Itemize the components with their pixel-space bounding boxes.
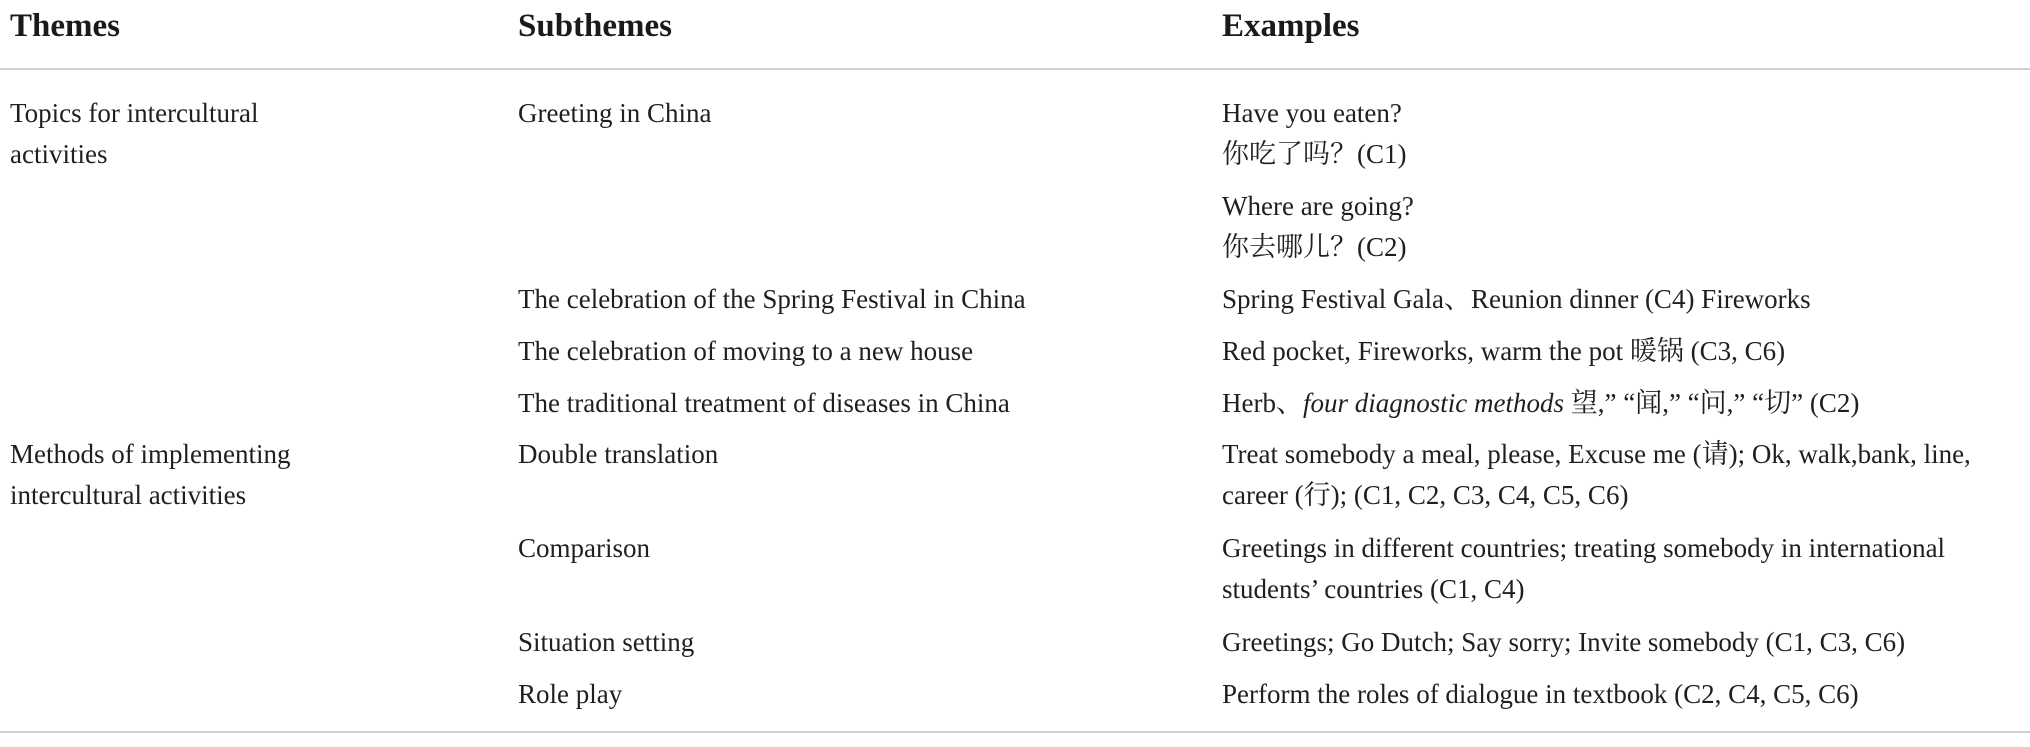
subtheme-new-house: The celebration of moving to a new house <box>518 336 974 366</box>
subtheme-spring-festival: The celebration of the Spring Festival in China <box>518 284 1026 314</box>
theme-line: intercultural activities <box>10 480 247 510</box>
example-line: students’ countries (C1, C4) <box>1222 574 1525 604</box>
theme-methods <box>10 434 290 516</box>
bottom-rule <box>0 731 2030 733</box>
subtheme-role-play: Role play <box>518 679 623 709</box>
subtheme-traditional-treatment: The traditional treatment of diseases in China <box>518 388 1010 418</box>
example-traditional-treatment <box>1222 383 1859 424</box>
example-line: Greetings in different countries; treating somebody in international <box>1222 533 1946 563</box>
subtheme-double-translation: Double translation <box>518 439 719 469</box>
table-header <box>0 0 2030 70</box>
header-subthemes: Subthemes <box>518 8 673 44</box>
example-line: 你去哪儿？(C2) <box>1222 232 1407 262</box>
theme-line: Methods of implementing <box>10 439 291 469</box>
subtheme-comparison: Comparison <box>518 533 650 563</box>
example-line: Red pocket, Fireworks, warm the pot 暖锅 (C3, C6) <box>1222 336 1786 366</box>
subtheme-greeting: Greeting in China <box>518 98 712 128</box>
example-line: Perform the roles of dialogue in textbook (C2, C4, C5, C6) <box>1222 679 1859 709</box>
example-text: Herb、 <box>1222 388 1303 418</box>
example-italic-text: four diagnostic methods <box>1302 388 1564 418</box>
example-role-play <box>1222 674 1859 715</box>
example-line: Treat somebody a meal, please, Excuse me (请); Ok, walk,bank, line, <box>1222 439 1971 469</box>
example-greeting-1 <box>1222 93 1407 175</box>
example-double-translation <box>1222 434 1971 516</box>
example-text: 望,” “闻,” “问,” “切” (C2) <box>1563 388 1860 418</box>
header-examples: Examples <box>1222 8 1360 44</box>
example-line: Spring Festival Gala、Reunion dinner (C4) Fireworks <box>1222 284 1811 314</box>
example-greeting-2 <box>1222 186 1414 268</box>
subtheme-situation-setting: Situation setting <box>518 627 695 657</box>
example-comparison <box>1222 528 1945 610</box>
example-spring-festival <box>1222 279 1811 320</box>
example-line: Where are going? <box>1222 191 1414 221</box>
theme-topics <box>10 93 259 175</box>
example-line: Greetings; Go Dutch; Say sorry; Invite somebody (C1, C3, C6) <box>1222 627 1906 657</box>
example-line: Have you eaten? <box>1222 98 1402 128</box>
theme-line: activities <box>10 139 108 169</box>
example-line: 你吃了吗？(C1) <box>1222 139 1407 169</box>
header-themes: Themes <box>10 8 120 44</box>
theme-line: Topics for intercultural <box>10 98 259 128</box>
example-line: career (行); (C1, C2, C3, C4, C5, C6) <box>1222 480 1629 510</box>
example-situation-setting <box>1222 622 1905 663</box>
example-new-house <box>1222 331 1785 372</box>
